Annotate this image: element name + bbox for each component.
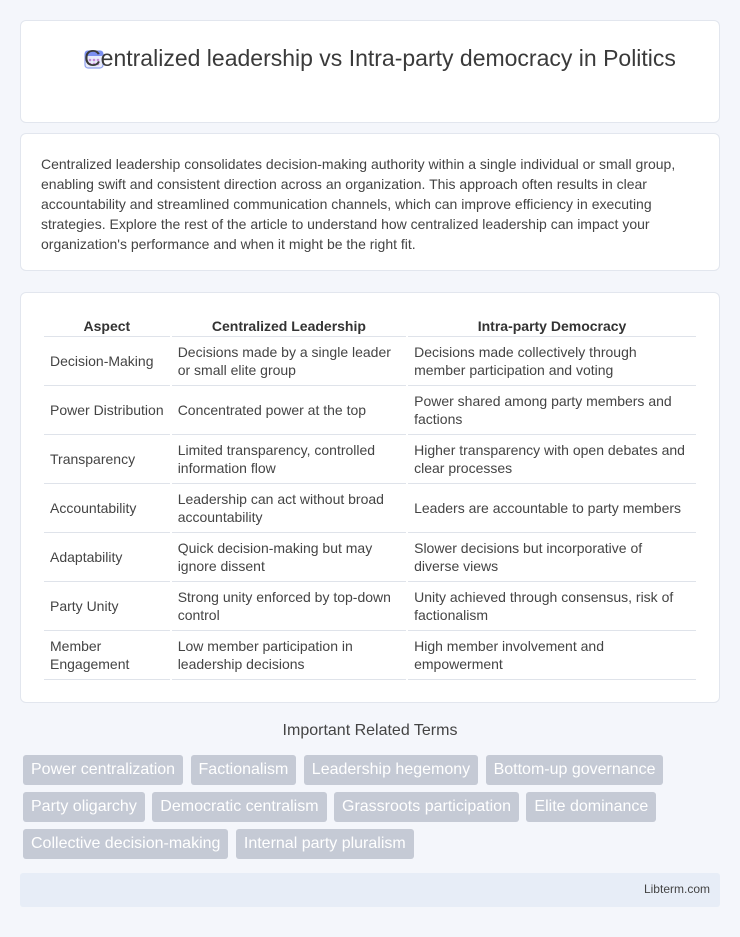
- aspect-cell: Power Distribution: [44, 386, 170, 435]
- table-row: [44, 386, 696, 435]
- intro-paragraph: Centralized leadership consolidates decision-making authority within a single individual or small group, enabling swift and consistent direction across an organization. This approach often results in clear accountability and streamlined communication channels, which can improve efficiency in executing strategies. Explore the rest of the article to understand how centralized leadership can impact your organization's performance and when it might be the right fit.: [41, 156, 676, 252]
- aspect-cell: Party Unity: [44, 582, 170, 631]
- aspect-cell: Accountability: [44, 484, 170, 533]
- footer-bar: [20, 873, 720, 907]
- related-term-tag[interactable]: Power centralization: [23, 755, 183, 785]
- table-row: [44, 435, 696, 484]
- related-terms-heading: Important Related Terms: [282, 722, 458, 739]
- centralized-cell: Limited transparency, controlled information flow: [172, 435, 406, 484]
- aspect-cell: Transparency: [44, 435, 170, 484]
- democracy-cell: Power shared among party members and factions: [408, 386, 696, 435]
- related-term-tag[interactable]: Democratic centralism: [152, 792, 326, 822]
- table-row: [44, 337, 696, 386]
- aspect-cell: Member Engagement: [44, 631, 170, 680]
- column-header: Centralized Leadership: [172, 315, 406, 337]
- comparison-table: [42, 315, 698, 680]
- related-term-tag[interactable]: Factionalism: [191, 755, 297, 785]
- democracy-cell: Unity achieved through consensus, risk of factionalism: [408, 582, 696, 631]
- related-term-tag[interactable]: Collective decision-making: [23, 829, 228, 859]
- table-header-row: [44, 315, 696, 337]
- centralized-cell: Low member participation in leadership decisions: [172, 631, 406, 680]
- aspect-cell: Adaptability: [44, 533, 170, 582]
- related-terms-list: [23, 755, 703, 866]
- comparison-card: [20, 292, 720, 703]
- democracy-cell: Decisions made collectively through member participation and voting: [408, 337, 696, 386]
- related-term-tag[interactable]: Internal party pluralism: [236, 829, 414, 859]
- centralized-cell: Concentrated power at the top: [172, 386, 406, 435]
- intro-card: [20, 133, 720, 271]
- related-term-tag[interactable]: Elite dominance: [526, 792, 656, 822]
- centralized-cell: Decisions made by a single leader or small elite group: [172, 337, 406, 386]
- table-row: [44, 582, 696, 631]
- democracy-cell: Leaders are accountable to party members: [408, 484, 696, 533]
- column-header: Intra-party Democracy: [408, 315, 696, 337]
- centralized-cell: Strong unity enforced by top-down control: [172, 582, 406, 631]
- column-header: Aspect: [44, 315, 170, 337]
- centralized-cell: Leadership can act without broad accountability: [172, 484, 406, 533]
- centralized-cell: Quick decision-making but may ignore dissent: [172, 533, 406, 582]
- related-term-tag[interactable]: Grassroots participation: [334, 792, 519, 822]
- table-row: [44, 631, 696, 680]
- page-title: Centralized leadership vs Intra-party democracy in Politics: [84, 45, 676, 71]
- democracy-cell: Higher transparency with open debates and clear processes: [408, 435, 696, 484]
- related-term-tag[interactable]: Bottom-up governance: [486, 755, 664, 785]
- democracy-cell: Slower decisions but incorporative of diverse views: [408, 533, 696, 582]
- democracy-cell: High member involvement and empowerment: [408, 631, 696, 680]
- footer-site-link[interactable]: Libterm.com: [643, 882, 710, 896]
- table-row: [44, 484, 696, 533]
- table-row: [44, 533, 696, 582]
- aspect-cell: Decision-Making: [44, 337, 170, 386]
- related-term-tag[interactable]: Leadership hegemony: [304, 755, 478, 785]
- related-term-tag[interactable]: Party oligarchy: [23, 792, 145, 822]
- title-card: [20, 20, 720, 123]
